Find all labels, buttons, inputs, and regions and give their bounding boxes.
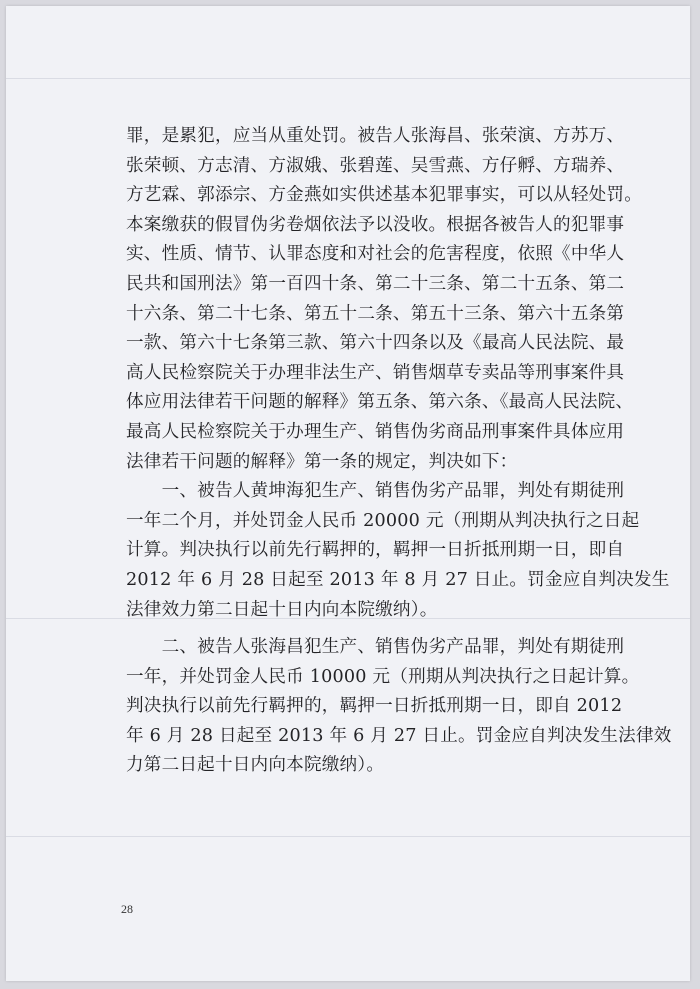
text-line: 本案缴获的假冒伪劣卷烟依法予以没收。根据各被告人的犯罪事: [126, 214, 625, 235]
text-line: 力第二日起十日内向本院缴纳）。: [126, 755, 385, 776]
text-line: 十六条、第二十七条、第五十二条、第五十三条、第六十五条第: [126, 303, 625, 324]
text-line: 高人民检察院关于办理非法生产、销售烟草专卖品等刑事案件具: [126, 362, 625, 383]
text-line: 法律若干问题的解释》第一条的规定，判决如下：: [126, 451, 518, 472]
text-line: 民共和国刑法》第一百四十条、第二十三条、第二十五条、第二: [126, 273, 625, 294]
text-line: 实、性质、情节、认罪态度和对社会的危害程度，依照《中华人: [126, 244, 625, 265]
paragraph-verdict-zhang-haichang: [126, 633, 672, 781]
text-line: 方艺霖、郭添宗、方金燕如实供述基本犯罪事实，可以从轻处罚。: [126, 185, 643, 206]
text-line: 计算。判决执行以前先行羁押的，羁押一日折抵刑期一日，即自: [126, 540, 625, 561]
text-line: 一年二个月，并处罚金人民币 20000 元（刑期从判决执行之日起: [126, 510, 640, 531]
page-number: 28: [121, 902, 133, 916]
scan-fold-line: [6, 78, 690, 79]
scan-fold-line: [6, 836, 690, 837]
text-line: 2012 年 6 月 28 日起至 2013 年 8 月 27 日止。罚金应自判决发生: [126, 569, 670, 590]
text-line: 年 6 月 28 日起至 2013 年 6 月 27 日止。罚金应自判决发生法律效: [126, 725, 672, 746]
text-line: 张荣顿、方志清、方淑娥、张碧莲、吴雪燕、方仔孵、方瑞养、: [126, 155, 625, 176]
text-line: 二、被告人张海昌犯生产、销售伪劣产品罪，判处有期徒刑: [126, 637, 625, 658]
text-line: 判决执行以前先行羁押的，羁押一日折抵刑期一日，即自 2012: [126, 696, 623, 717]
paragraph-spacer: [126, 625, 600, 633]
text-line: 法律效力第二日起十日内向本院缴纳）。: [126, 599, 438, 620]
text-line: 一款、第六十七条第三款、第六十四条以及《最高人民法院、最: [126, 333, 625, 354]
paragraph-sentencing-grounds: [126, 122, 643, 477]
paragraph-verdict-huang-kunhai: [126, 477, 670, 625]
text-line: 罪，是累犯，应当从重处罚。被告人张海昌、张荣演、方苏万、: [126, 126, 625, 146]
document-page: [6, 6, 690, 981]
text-line: 体应用法律若干问题的解释》第五条、第六条、《最高人民法院、: [126, 392, 634, 413]
text-line: 一年，并处罚金人民币 10000 元（刑期从判决执行之日起计算。: [126, 666, 640, 687]
judgment-body-text: [126, 122, 672, 781]
text-line: 一、被告人黄坤海犯生产、销售伪劣产品罪，判处有期徒刑: [126, 481, 625, 502]
text-line: 最高人民检察院关于办理生产、销售伪劣商品刑事案件具体应用: [126, 421, 625, 442]
